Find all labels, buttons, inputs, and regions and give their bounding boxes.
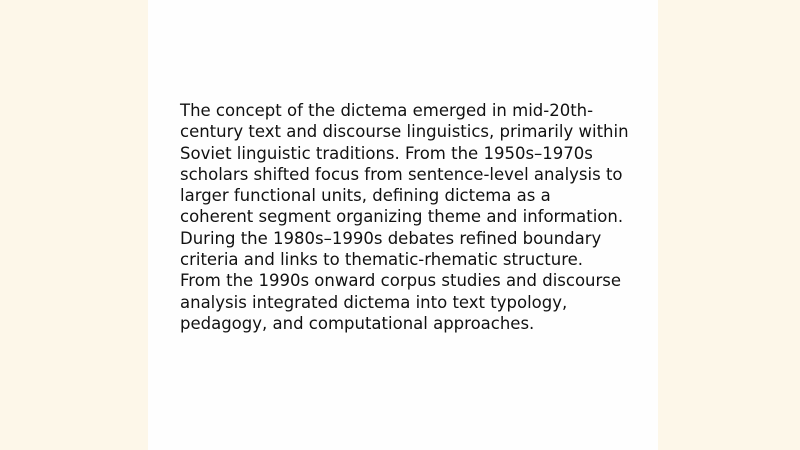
text-line: coherent segment organizing theme and information.: [180, 207, 624, 227]
text-line: larger functional units, defining dictema as a: [180, 186, 551, 206]
text-line: scholars shifted focus from sentence-level analysis to: [180, 164, 623, 184]
text-line: century text and discourse linguistics, primarily within: [180, 122, 629, 142]
document-page: [148, 0, 658, 450]
body-paragraph: [180, 100, 640, 334]
text-line: criteria and links to thematic-rhematic structure.: [180, 250, 584, 270]
text-line: Soviet linguistic traditions. From the 1950s–1970s: [180, 143, 593, 163]
text-line: analysis integrated dictema into text typology,: [180, 292, 568, 312]
text-line: From the 1990s onward corpus studies and discourse: [180, 271, 622, 291]
text-line: The concept of the dictema emerged in mid-20th-: [180, 101, 594, 120]
text-line: During the 1980s–1990s debates refined boundary: [180, 228, 602, 248]
text-line: pedagogy, and computational approaches.: [180, 313, 535, 333]
